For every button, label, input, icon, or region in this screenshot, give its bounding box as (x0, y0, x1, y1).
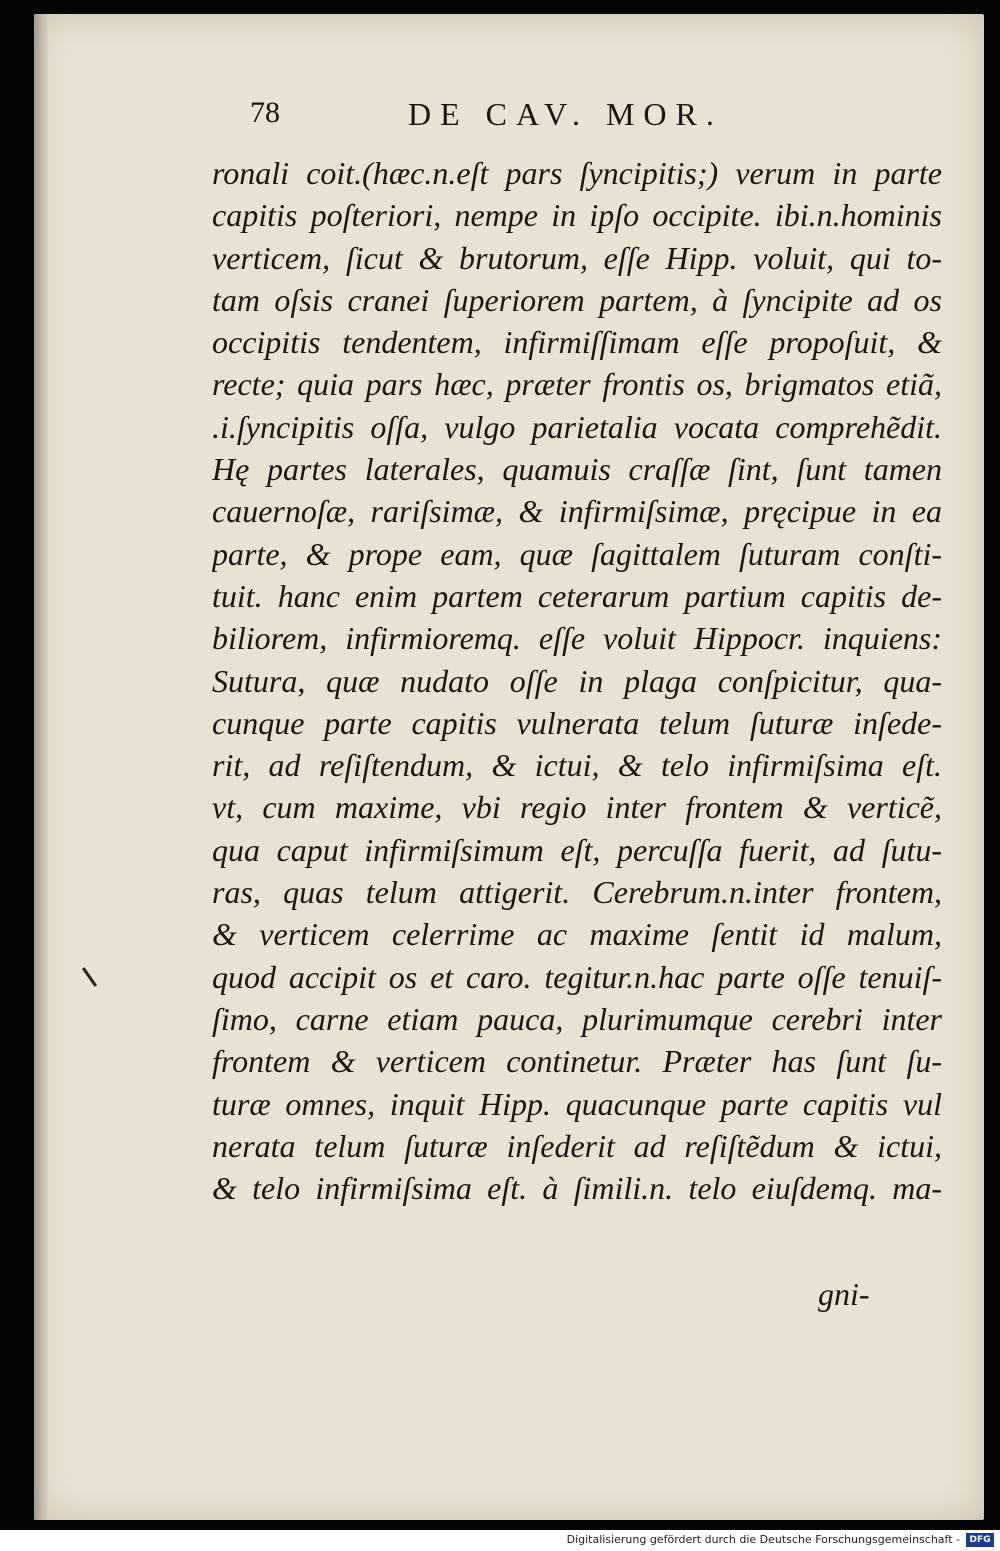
text-line: cauernoſæ, rariſsimæ, & infirmiſsimæ, pręcipue in ea (212, 493, 942, 530)
text-line: recte; quia pars hæc, præter frontis os, brigmatos etiã, (212, 366, 942, 403)
catchword: gni- (818, 1276, 870, 1312)
text-line: frontem & verticem continetur. Præter has ſunt ſu- (212, 1043, 942, 1080)
text-line: ronali coit.(hæc.n.eſt pars ſyncipitis;) verum in parte (212, 155, 942, 191)
text-line: occipitis tendentem, infirmiſſimam eſſe propoſuit, & (212, 324, 942, 361)
text-line: tuit. hanc enim partem ceterarum partium capitis de- (212, 577, 942, 614)
page-number: 78 (250, 96, 280, 129)
text-line: qua caput infirmiſsimum eſt, percuſſa fuerit, ad ſutu- (212, 831, 942, 868)
page-gutter-edge (34, 14, 48, 1520)
text-line: verticem, ſicut & brutorum, eſſe Hipp. voluit, qui to- (212, 239, 942, 276)
text-line: rit, ad reſiſtendum, & ictui, & telo infirmiſsima eſt. (212, 747, 942, 784)
running-title: DE CAV. MOR. (408, 96, 723, 132)
text-line: .i.ſyncipitis oſſa, vulgo parietalia vocata comprehẽdit. (212, 408, 942, 445)
text-line: vt, cum maxime, vbi regio inter frontem & verticẽ, (212, 789, 942, 826)
text-line: nerata telum ſuturæ inſederit ad reſiſtẽdum & ictui, (212, 1127, 942, 1164)
text-line: ras, quas telum attigerit. Cerebrum.n.inter frontem, (212, 874, 942, 911)
text-line: Hę partes laterales, quamuis craſſæ ſint, ſunt tamen (212, 451, 942, 488)
text-line: Sutura, quæ nudato oſſe in plaga conſpicitur, qua- (212, 662, 942, 699)
text-line: ſimo, carne etiam pauca, plurimumque cerebri inter (212, 1000, 942, 1037)
text-block (212, 152, 942, 1209)
text-line: quod accipit os et caro. tegitur.n.hac parte oſſe tenuiſ- (212, 958, 942, 995)
text-line: parte, & prope eam, quæ ſagittalem ſuturam conſti- (212, 535, 942, 572)
text-line: & verticem celerrime ac maxime ſentit id malum, (212, 916, 942, 953)
text-line: biliorem, infirmioremq. eſſe voluit Hippocr. inquiens: (212, 620, 942, 657)
digitization-footer (0, 1530, 1000, 1551)
text-line: tam oſsis cranei ſuperiorem partem, à ſyncipite ad os (212, 281, 942, 318)
funding-credit: Digitalisierung gefördert durch die Deutsche Forschungsgemeinschaft - (566, 1533, 960, 1546)
text-line: & telo infirmiſsima eſt. à ſimili.n. telo eiuſdemq. ma- (212, 1170, 942, 1207)
text-line: capitis poſteriori, nempe in ipſo occipite. ibi.n.hominis (212, 197, 942, 234)
running-head (250, 96, 770, 136)
text-line: turæ omnes, inquit Hipp. quacunque parte capitis vul (212, 1085, 942, 1122)
text-line: cunque parte capitis vulnerata telum ſuturæ inſede- (212, 704, 942, 741)
dfg-logo[interactable]: DFG (966, 1533, 994, 1547)
